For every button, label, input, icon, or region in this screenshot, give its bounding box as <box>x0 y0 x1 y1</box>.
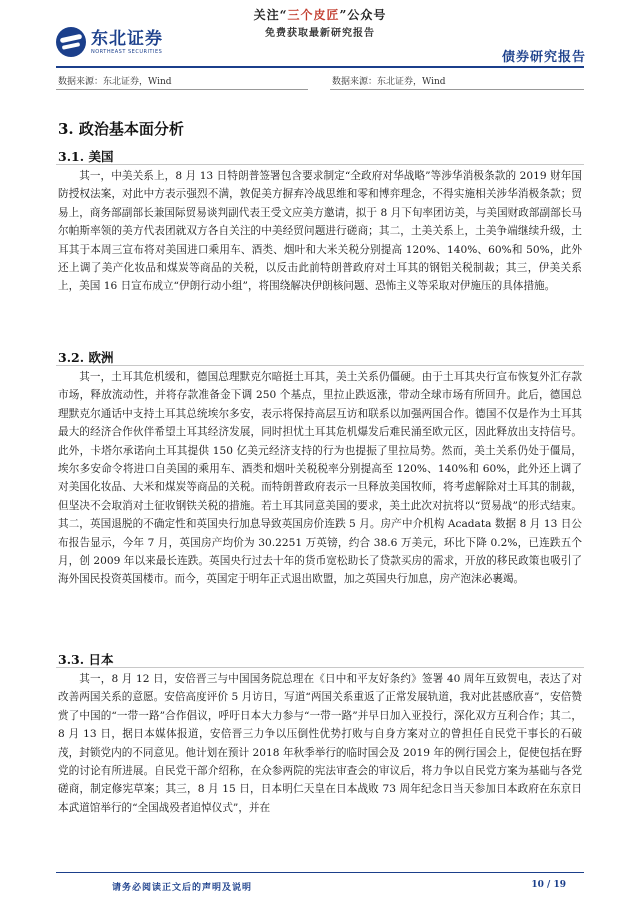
banner-subtitle: 免费获取最新研究报告 <box>265 28 375 39</box>
footer-rule <box>56 872 584 873</box>
report-type: 债券研究报告 <box>501 50 586 65</box>
brand-name-en: NORTHEAST SECURITIES <box>91 48 163 55</box>
subsection-title-eu: 3.2. 欧洲 <box>58 350 114 365</box>
banner-suffix: ”公众号 <box>339 8 387 22</box>
paragraph-eu: 其一，土耳其危机缓和，德国总理默克尔暗挺土耳其，美土关系仍僵硬。由于土耳其央行宣布恢复外汇存款市场，释放流动性，并将存款准备金下调 250 个基点，里拉止跌返涨，带动全球市场有所回升。此后，德国总理默克尔通话中支持土耳其总统埃尔多安，表示将保持高层互访和联系以加强两国合作。德国不仅是作为土耳其最大的经济合作伙伴希望土耳其经济发展，同时担忧土耳其危机爆发后难民涌至欧元区，因此释放出支持信号。此外，卡塔尔承诺向土耳其提供 150 亿美元经济支持的行为也提振了里拉局势。然而，美土关系仍处于僵局，埃尔多安命令将进口自美国的乘用车、酒类和烟叶关税税率分别提高至 120%、140%和 60%，此外还上调了对美国化妆品、大米和煤炭等商品的关税。而特朗普政府表示一旦释放美国牧师，将考虑解除对土耳其的制裁，但坚决不会取消对土征收钢铁关税的措施。若土耳其同意美国的要求，美土此次对抗将以“贸易战”的形式结束。其二，英国退脱的不确定性和英国央行加息导致英国房价连跌 5 月。房产中介机构 Acadata 数据 8 月 13 日公布报告显示，今年 7 月，英国房产均价为 30.2251 万英镑，约合 38.6 万美元，环比下降 0.2%，已连跌五个月，创 2009 年以来最长连跌。英国央行过去十年的货币宽松助长了贷款买房的需求，开放的移民政策也吸引了海外国民投资英国楼市。而今，英国定于明年正式退出欧盟，加之英国央行加息，房产泡沫必裹竭。 <box>58 371 582 586</box>
source-left: 数据来源：东北证券，Wind <box>58 77 172 87</box>
top-banner <box>0 6 640 23</box>
header-rule <box>56 66 584 68</box>
source-rule-left <box>56 89 308 90</box>
source-rule-right <box>330 89 584 90</box>
section-title: 3. 政治基本面分析 <box>58 120 184 138</box>
brand-logo <box>56 27 163 57</box>
paragraph-us: 其一，中美关系上，8 月 13 日特朗普签署包含要求制定“全政府对华战略”等涉华消极条款的 2019 财年国防授权法案，对此中方表示强烈不满，敦促美方摒弃冷战思维和零和博弈理念，不得实施相关涉华消极条款；贸易上，商务部副部长兼国际贸易谈判副代表王受文应美方邀请，拟于 8 月下旬率团访美，与美国财政部副部长马尔帕斯率领的美方代表团就双方各自关注的中美经贸问题进行磋商；其二，土美关系上，土美争端继续升级，土耳其于本周三宣布将对美国进口乘用车、酒类、烟叶和大米关税分别提高 120%、140%、60%和 50%，此外还上调了美产化妆品和煤炭等商品的关税，以反击此前特朗普政府对土耳其的钢铝关税制裁；其三，伊美关系上，美国 16 日宣布成立“伊朗行动小组”，将围绕解决伊朗核问题、恐怖主义等采取对伊施压的具体措施。 <box>58 170 582 293</box>
subsection-title-us: 3.1. 美国 <box>58 149 114 164</box>
banner-highlight: 三个皮匠 <box>287 8 340 22</box>
subsection-rule-jp <box>56 667 584 668</box>
logo-mark-icon <box>56 27 86 57</box>
subsection-rule-us <box>56 164 584 165</box>
paragraph-jp: 其一，8 月 12 日，安倍晋三与中国国务院总理在《日中和平友好条约》签署 40 周年互致贺电，表达了对改善两国关系的意愿。安倍高度评价 5 月访日，写道“两国关系重返了正常发展轨道，我对此甚感欣喜”，安倍赞赏了中国的“一带一路”合作倡议，呼吁日本大力参与“一带一路”并早日加入亚投行，深化双方互利合作；其二，8 月 13 日，据日本媒体报道，安倍晋三力争以压倒性优势打败与自身方案对立的曾担任自民党干事长的石破茂，封锁党内的不同意见。他计划在预计 2018 年秋季举行的临时国会及 2019 年的例行国会上，促使包括在野党的讨论有所进展。自民党干部介绍称，在众参两院的宪法审查会的审议后，将力争以自民党方案为基础与各党磋商，制定修宪草案；其三，8 月 15 日，日本明仁天皇在日本战败 73 周年纪念日当天参加日本政府在东京日本武道馆举行的“全国战殁者追悼仪式”，并在 <box>58 673 582 814</box>
subsection-title-jp: 3.3. 日本 <box>58 652 114 667</box>
source-right: 数据来源：东北证券，Wind <box>332 77 446 87</box>
page-number: 10 / 19 <box>531 880 566 890</box>
footer-disclaimer: 请务必阅读正文后的声明及说明 <box>112 883 253 893</box>
banner-prefix: 关注“ <box>253 8 288 22</box>
brand-name-cn: 东北证券 <box>91 28 163 49</box>
subsection-rule-eu <box>56 365 584 366</box>
